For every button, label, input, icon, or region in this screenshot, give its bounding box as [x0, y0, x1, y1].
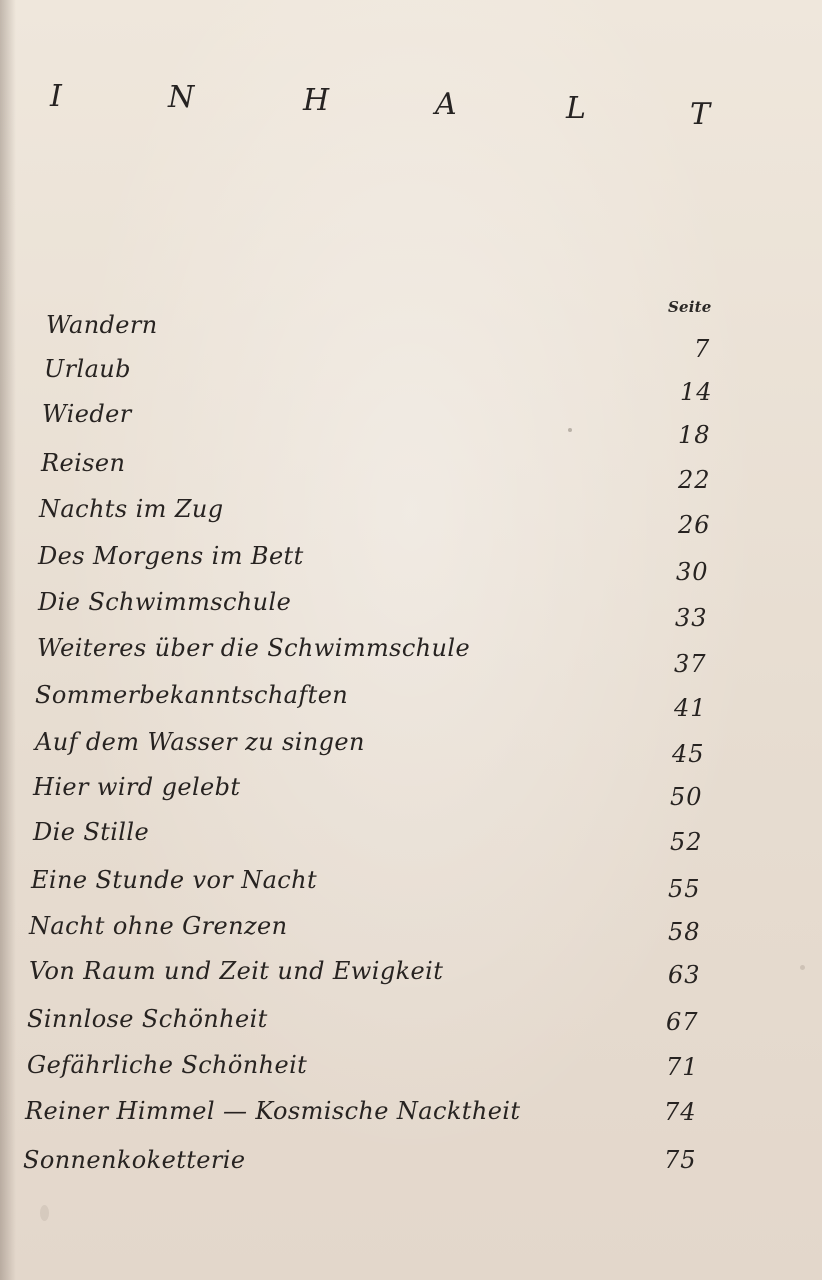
toc-entry-title: Eine Stunde vor Nacht [31, 866, 318, 894]
toc-entry-page: 55 [668, 875, 701, 903]
toc-entry-title: Wandern [46, 311, 158, 339]
toc-entry-page: 33 [675, 604, 708, 632]
toc-entry-title: Sinnlose Schönheit [27, 1005, 268, 1033]
toc-entry-title: Gefährliche Schönheit [27, 1051, 308, 1079]
toc-entry-page: 67 [666, 1008, 699, 1036]
toc-entry-title: Von Raum und Zeit und Ewigkeit [29, 957, 444, 985]
toc-entry-page: 14 [680, 378, 713, 406]
heading-letter-n: N [168, 80, 195, 115]
toc-entry-page: 50 [670, 783, 703, 811]
toc-entry-title: Wieder [42, 400, 132, 428]
toc-entry-title: Die Schwimmschule [38, 588, 292, 616]
toc-entry-page: 37 [674, 650, 707, 678]
toc-entry-title: Auf dem Wasser zu singen [35, 728, 365, 756]
toc-entry-title: Nacht ohne Grenzen [29, 912, 288, 940]
toc-entry-title: Weiteres über die Schwimmschule [37, 634, 471, 662]
heading-letter-i: I [50, 79, 62, 114]
toc-entry-title: Nachts im Zug [39, 495, 224, 523]
toc-entry-page: 45 [672, 740, 705, 768]
toc-entry-title: Sommerbekanntschaften [35, 681, 349, 709]
toc-entry-title: Hier wird gelebt [33, 773, 241, 801]
toc-entry-title: Reisen [41, 449, 126, 477]
toc-entry-page: 30 [676, 558, 709, 586]
toc-entry-title: Sonnenkoketterie [23, 1146, 246, 1174]
toc-entry-page: 22 [678, 466, 711, 494]
page-column-label: Seite [668, 298, 712, 316]
toc-entry-page: 26 [678, 511, 711, 539]
toc-entry-page: 63 [668, 961, 701, 989]
heading-letter-a: A [435, 87, 457, 122]
heading-letter-t: T [690, 97, 711, 132]
heading-letter-h: H [303, 83, 330, 118]
toc-entry-page: 7 [694, 335, 711, 363]
heading-letter-l: L [566, 91, 586, 126]
toc-entry-title: Reiner Himmel — Kosmische Nacktheit [25, 1097, 521, 1125]
toc-entry-page: 18 [678, 421, 711, 449]
toc-entry-page: 75 [664, 1146, 697, 1174]
toc-entry-page: 41 [674, 694, 707, 722]
toc-entry-title: Urlaub [44, 355, 131, 383]
toc-entry-title: Die Stille [33, 818, 150, 846]
toc-entry-page: 71 [666, 1053, 699, 1081]
toc-entry-page: 58 [668, 918, 701, 946]
toc-entry-page: 74 [664, 1098, 697, 1126]
toc-entry-title: Des Morgens im Bett [38, 542, 304, 570]
toc-entry-page: 52 [670, 828, 703, 856]
